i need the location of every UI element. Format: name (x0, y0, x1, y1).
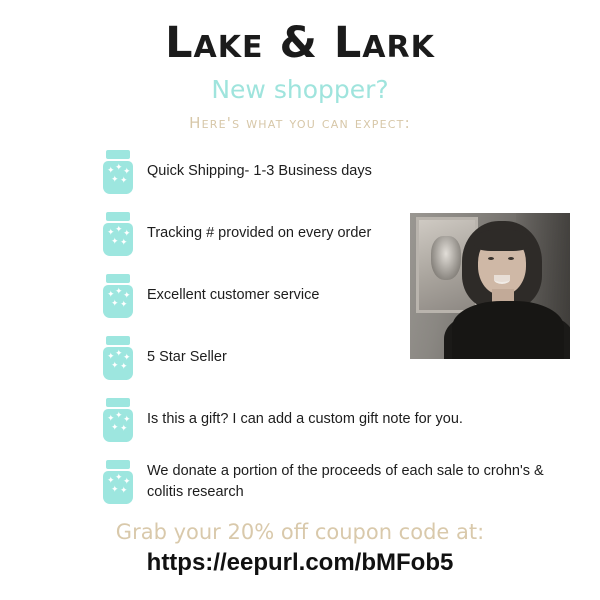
expect-line: Here's what you can expect: (189, 114, 411, 132)
mason-jar-icon: ✦ ✦ ✦ ✦ ✦ (103, 460, 133, 504)
signup-url[interactable]: https://eepurl.com/bMFob5 (146, 549, 454, 576)
owner-portrait-photo (410, 213, 570, 359)
mason-jar-icon: ✦ ✦ ✦ ✦ ✦ (103, 274, 133, 318)
mason-jar-icon: ✦ ✦ ✦ ✦ ✦ (103, 150, 133, 194)
list-item-label: 5 Star Seller (147, 349, 227, 366)
list-item-label: Excellent customer service (147, 287, 320, 304)
list-item (103, 143, 573, 201)
page-title: Lake & Lark (165, 18, 435, 68)
list-item (103, 391, 573, 449)
mason-jar-icon: ✦ ✦ ✦ ✦ ✦ (103, 336, 133, 380)
list-item-label: Is this a gift? I can add a custom gift note for you. (147, 411, 463, 428)
list-item-label: Tracking # provided on every order (147, 225, 372, 242)
list-item-label: Quick Shipping- 1-3 Business days (147, 163, 372, 180)
subtitle: New shopper? (211, 75, 389, 104)
mason-jar-icon: ✦ ✦ ✦ ✦ ✦ (103, 398, 133, 442)
coupon-text: Grab your 20% off coupon code at: (115, 520, 485, 544)
mason-jar-icon: ✦ ✦ ✦ ✦ ✦ (103, 212, 133, 256)
list-item (103, 453, 573, 511)
list-item-label: We donate a portion of the proceeds of each sale to crohn's & colitis research (147, 462, 544, 500)
